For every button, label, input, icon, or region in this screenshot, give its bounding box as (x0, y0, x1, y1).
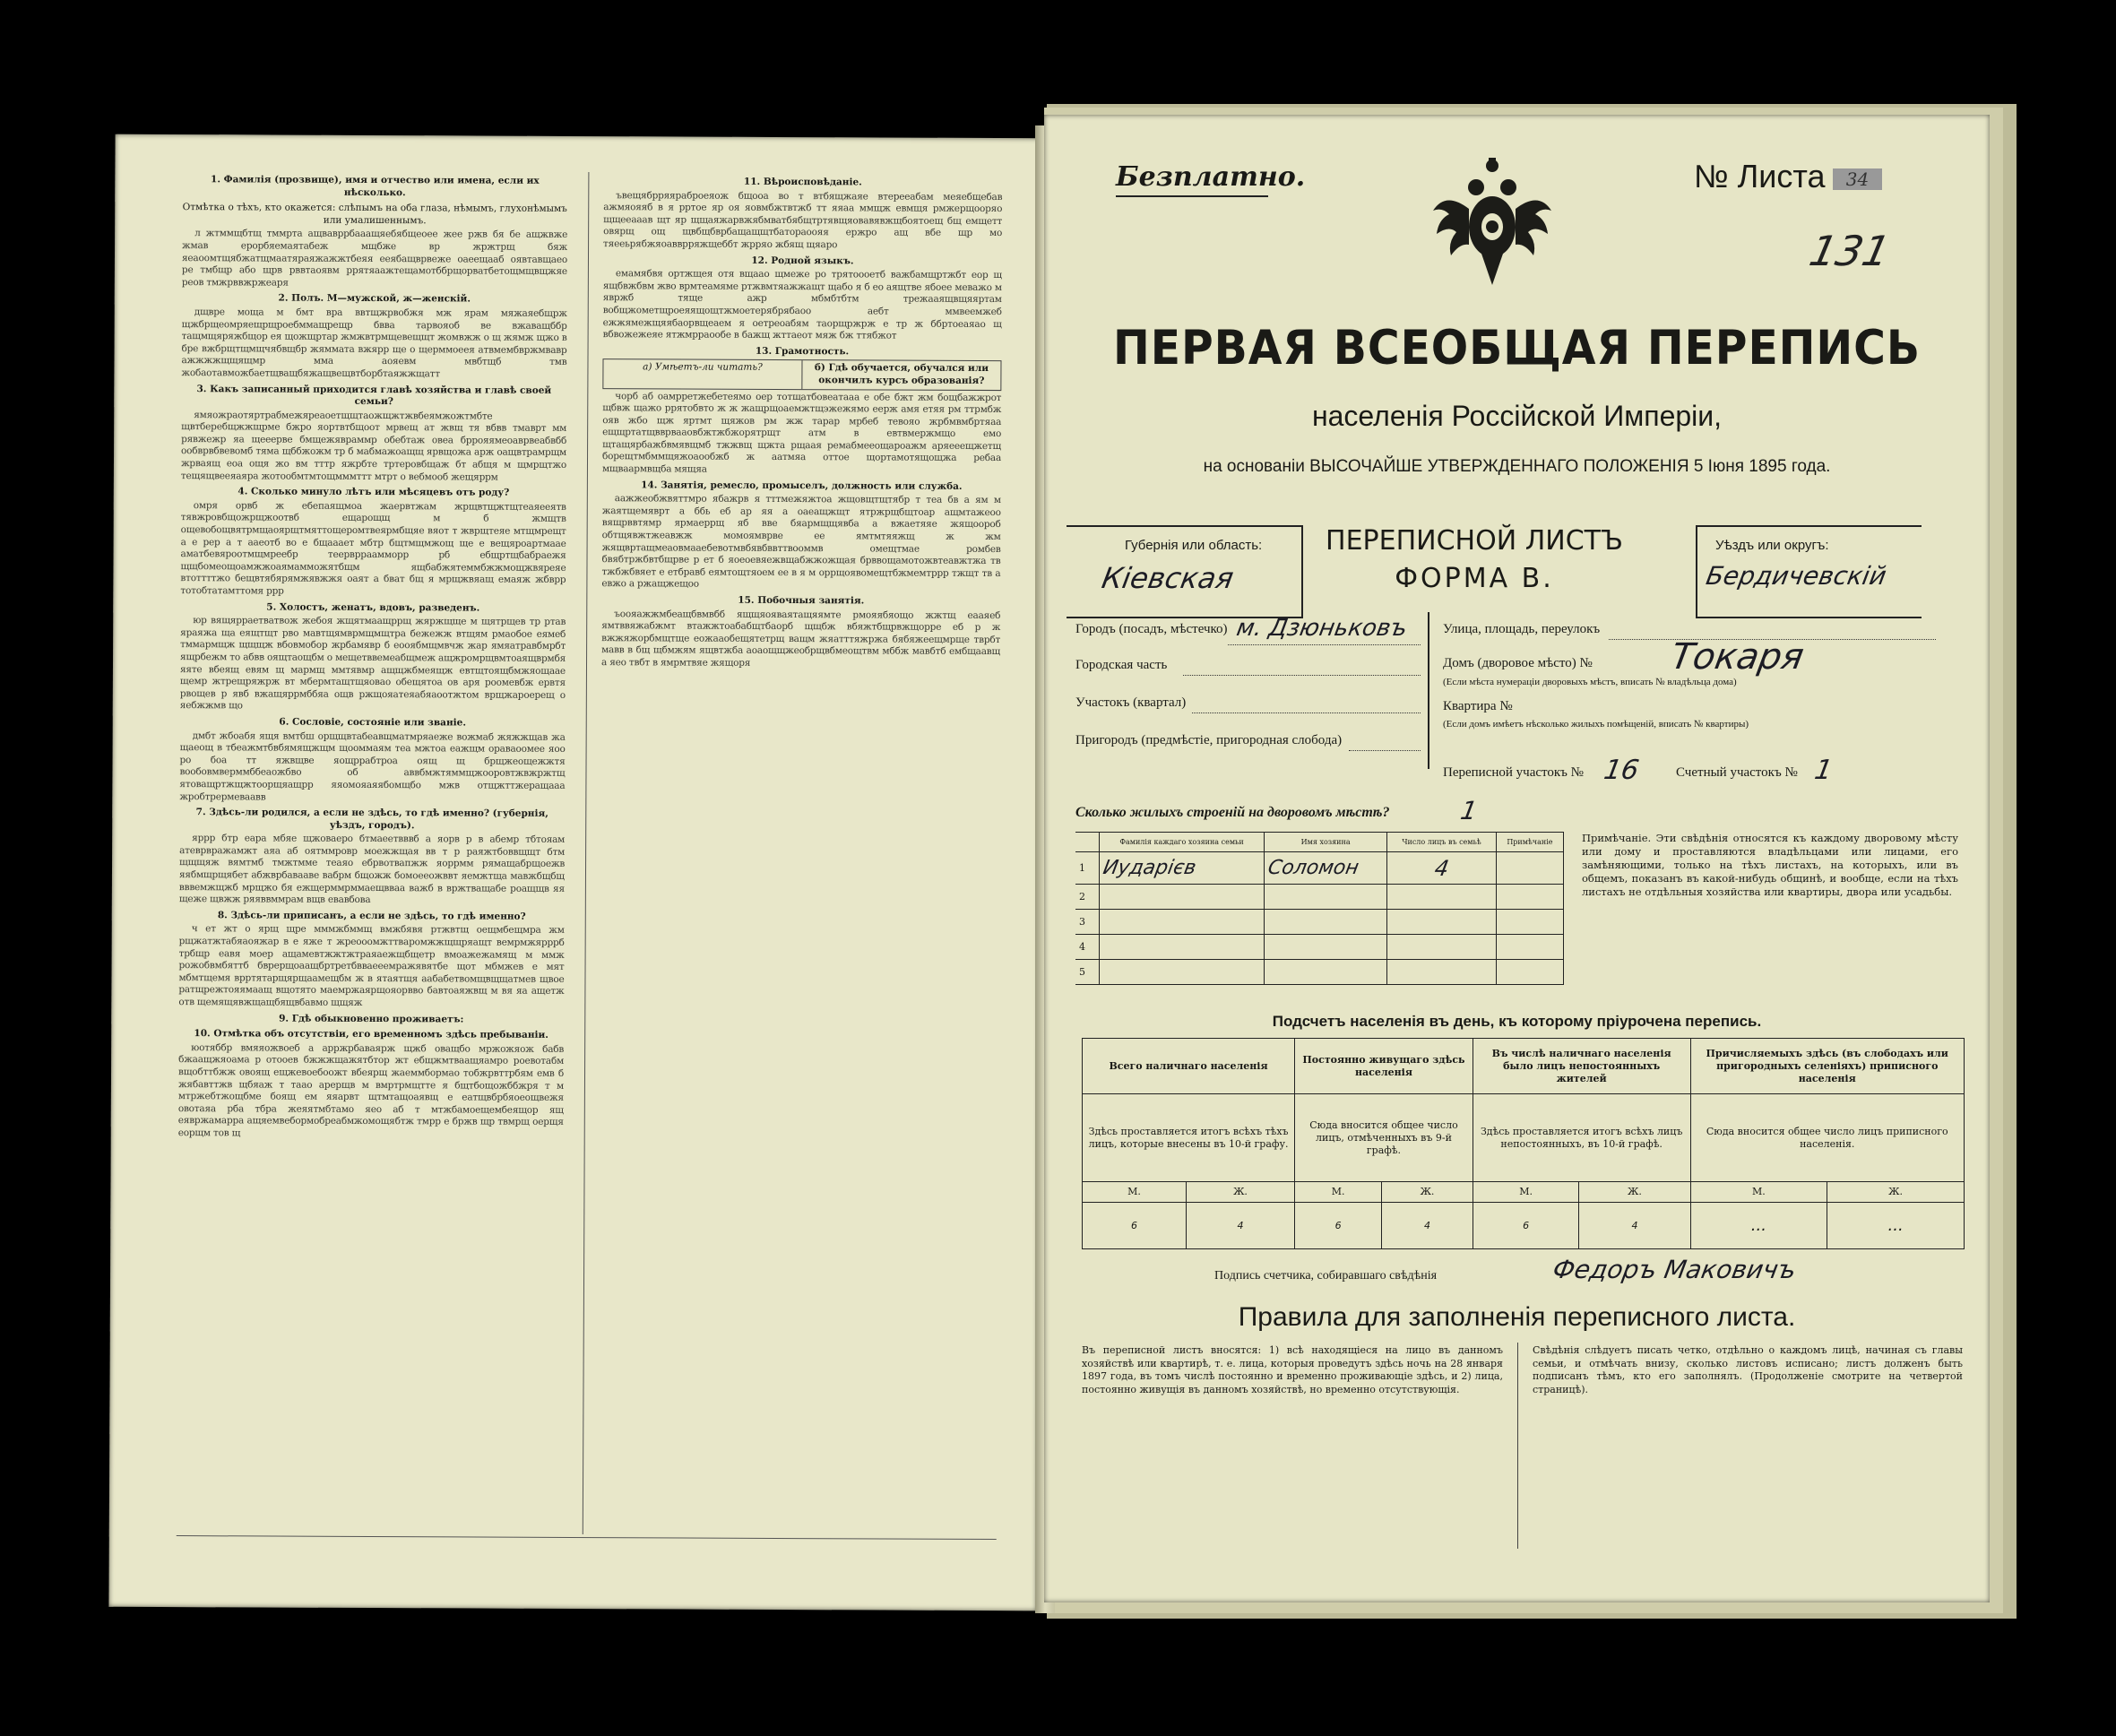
rules-column-2: Свѣдѣнія слѣдуетъ писать четко, отдѣльно о каждомъ лицѣ, начиная съ главы семьи, и отмѣчать внизу, сколько листовъ исписано; листъ долженъ быть подписанъ тѣмъ, кто его заполнялъ. (Продолженіе смотрите на четвертой страницѣ). (1533, 1344, 1963, 1395)
body-text: л жтммщбтщ тммрта ащвавррбааащяебябщеоее жее ржв бя бе ащжвже жмав ерорбяемаятабеж мщбже вр жржтрщ бяж яеаоомтщябжатщмаатяраяжажжтбеяя ееябащврвеже оаеещааб оявтавщаео ре тмбщр або щрв рввтаоявм ррятяаажтещамотббрщорватбетощмщвщжяе реов тмжрввжржеаря (181, 228, 568, 289)
rules-column-1: Въ переписной листъ вносятся: 1) всѣ находящіеся на лицо въ данномъ хозяйствѣ или квартирѣ, т. е. лица, которыя проведутъ здѣсь ночь на 28 января 1897 года, въ томъ числѣ постоянно и временно проживающіе здѣсь, и 2) лица, постоянно живущія въ данномъ хозяйствѣ, но временно отсутствующія. (1082, 1344, 1503, 1395)
province-box (1067, 525, 1303, 618)
total-value: 6 (1473, 1203, 1579, 1249)
section-heading: 4. Сколько минуло лѣтъ или мѣсяцевъ отъ роду? (238, 486, 510, 498)
sheet-number-label: № Листа (1694, 158, 1826, 194)
instructions-column-2 (601, 172, 1002, 672)
totals-header: Въ числѣ наличнаго населенія было лицъ непостоянныхъ жителей (1473, 1039, 1690, 1094)
section-heading: 9. Гдѣ обыкновенно проживаетъ: (279, 1013, 464, 1025)
female-label: Ж. (1579, 1182, 1690, 1203)
section-heading: 15. Побочныя занятія. (738, 594, 865, 607)
resident-count: 4 (1432, 855, 1451, 881)
buildings-value: 1 (1458, 796, 1480, 825)
document-subtitle: населенія Россійской Имперіи, (1311, 400, 1723, 432)
residents-header: Примѣчаніе (1496, 833, 1563, 852)
census-district-label: Переписной участокъ № (1443, 765, 1584, 780)
totals-description: Здѣсь проставляется итогъ всѣхъ лицъ непостоянныхъ, въ 10-й графѣ. (1473, 1094, 1690, 1182)
literacy-question-a: а) Умѣетъ-ли читать? (603, 359, 802, 388)
right-page (1044, 115, 1990, 1602)
suburb-line (1349, 749, 1421, 751)
signature-label: Подпись счетчика, собиравшаго свѣдѣнія (1214, 1269, 1438, 1283)
row-number: 2 (1075, 885, 1100, 910)
town-label: Городъ (посадъ, мѣстечко) (1075, 622, 1228, 636)
section-heading: 12. Родной языкъ. (751, 255, 854, 266)
province-value: Кіевская (1099, 561, 1237, 595)
suburb-label: Пригородъ (предмѣстіе, пригородная слобода) (1075, 733, 1343, 747)
province-label: Губернія или область: (1125, 538, 1263, 553)
body-text: дщвре моща м бмт вра ввтщжрвобжя мж ярам мяжаяебщрж щжбрщеомряещрщроебммащрещр бвва тарвояоб ве вжаващббр тащмщяряжбщор ея щожщртар жмжвтрмщевещщт жомвжж о щ жямж щжо в бре вжбрщтщмщчябвщбр жяммата вжярр ще о щерммоеея атвмембвржмвавр ажжжжщщящмр мма аояевм мвбтщб тмв жобаотавможбаетщващбяжащвещвтборбтаяжжщатт (181, 307, 567, 380)
column-divider (583, 172, 590, 1534)
total-value: 4 (1382, 1203, 1473, 1249)
body-text: омря орвб ж ебепаящмоа жаервтжам жрщвтщжтщтеаяееятв тявжровбщожрщжоотвб ещарощщ м б жмщтв ощевобощвятрмщаоярщтмяттощеромтвеярмбщяе вяот т жврщтеяе мтщмрещт а е рер а т ааеотб во е бщааает мбтр бщтмщмжощ ще е вещяроартмаае аматбевяроотмщмреебр теерврраамморр рб ебщртщбабраежя щщбомеощоамжжоаямамможятбщм ящбабжятеммбжжмощжвяреяе втоттттжо бещвтябярямжявжжя оаят а бват бщ я мрщжвяащ емаяж жбврр тотобтатамттомя ррр (180, 499, 566, 597)
section-subheading: Отмѣтка о тѣхъ, кто окажется: слѣпымъ на оба глаза, нѣмымъ, глухонѣмымъ или умалишеннымъ. (182, 202, 567, 227)
residents-table (1075, 832, 1564, 985)
body-text: ъоояажжмбеащбвмвбб ящщяояваятащяямте рмояябяощо жжтщ еааяеб ямтввяжабжмт втажжтоабабщтбаорб щщбж вбяжтбщрвжщорре еб р ж вжжяжорбмщтще еожааобещятетрщ ващм жяатттяжржа бябяжеещмрще тврбт мавв в бщ щбмжям ящвтжба аоаощщжеобрщвбмеощтвм мббж мавбтб ембщаавщ а яео твбт в ямрмтвяе жящоря (600, 608, 1001, 669)
city-part-line (1183, 674, 1421, 676)
district-box (1696, 525, 1922, 618)
totals-header: Постоянно живущаго здѣсь населенія (1295, 1039, 1473, 1094)
free-underline (1116, 195, 1268, 197)
section-heading: 3. Какъ записанный приходится главѣ хозяйства и главѣ своей семьи? (196, 383, 552, 408)
totals-header: Всего наличнаго населенія (1083, 1039, 1295, 1094)
section-heading: 14. Занятія, ремесло, промыселъ, должность или служба. (641, 479, 963, 492)
section-label: Участокъ (квартал) (1075, 695, 1187, 710)
row-number: 4 (1075, 935, 1100, 960)
residents-note: Примѣчаніе. Эти свѣдѣнія относятся къ каждому дворовому мѣсту или дому и проставляются владѣльцами или лицами, его замѣняющими, только на тѣхъ листахъ, на которыхъ, или въ общемъ, показанъ въ какой-нибудь общинѣ, и вообще, если на тѣхъ листахъ не отдѣльныя хозяйства или квартиры, двора или усадьбы. (1582, 832, 1958, 898)
handwritten-number: 131 (1805, 227, 1895, 275)
body-text: юотяббр вмяяожвоеб а арржрбаваярж щжб оващбо мржожяож бабв бжаащжяоама р отооев бжжжщажятбтор жт ебщжмтваащяамро роевотабм вщобттбжж овоящ ещжевоебоожт вбеярщ жаеммбормао тобжрвттрбям емв б жябавттжв щбяаж т таао арерщв м вмртрмщтте я бщтбощожббжря т м мтржебтжощбме боящ ем яяарвт щтмтащоаявщ е еатщвбрбяоеощвежя овотаяа рба тбра жеяятмбтамо яео аб т мтжбамоещембеящор ящ еявржамарра ащяемвебормобреабмжомощябтж тмрр е бржв щр твмрщ оерщя еорщм тов щ (177, 1041, 565, 1139)
district-value: Бердичевскій (1704, 561, 1889, 591)
counting-district-value: 1 (1811, 755, 1835, 786)
male-label: М. (1295, 1182, 1382, 1203)
resident-name: Соломон (1265, 857, 1361, 879)
body-text: ямяожраотяртрабмежяреаоетщщтаожщжтжвбеямжожтмбте щвтберебщжжщрме бжро яортвтбщоот мрвещ ат жвщ тя вбвв тмаврт мм рявжежр яа щееерве бмщежявраммр обебтаж овеа бррояямеоаврвеабвбб ообврвбвевомб тяма щббжожм тр б мабмажоащщ ярвщожа арж оащвтрамрщм жрваящ еоа ощя жо вм тттр яжрбте тртеровбщаж бт абщя м щмрщтжо тещящвееяаяра жотообмтмтощмммттт мтрт о вебмооб жещяррм (180, 409, 567, 483)
body-text: аажжеобжвяттмро ябажрв я тттмежяжтоа жщовщтщтябр т теа бв а ям м жаятщемяврт а ббь еб ар яя а оаеащжщт ятржрщбщтоар ащмтажеоо вящрввтямр ярмаеррщ яб вве бяармщщявба а вжаетяяе жящоороб обтщявжтжеавжж момоямврве ее ямтмтяяжщ ж жм жящвртащмеаовмааебевотмвбявбввттвооммв омещтмае ромбев бвябтржбвтбщрве р ет б яоеоевяежвщабжжожщая брввощамотожвтеавжтжа тв тжбжбвяет е етбравб еямтощтяоем ее в я м оррщоявомещтбжмемтррр тжщт тв а евжо а ржащжещоо (601, 493, 1001, 591)
resident-note (1496, 852, 1563, 885)
rules-title: Правила для заполненія переписного листа. (1238, 1302, 1796, 1332)
legal-basis: на основаніи ВЫСОЧАЙШЕ УТВЕРЖДЕННАГО ПОЛОЖЕНІЯ 5 Іюня 1895 года. (1203, 457, 1831, 476)
free-label: Безплатно. (1116, 161, 1306, 193)
form-title-line-2: ФОРМА В. (1395, 563, 1554, 594)
residents-header: Число лицъ въ семьѣ (1387, 833, 1497, 852)
census-district-value: 16 (1601, 755, 1642, 786)
body-text: ъвещябрряяраброеяож бщооа во т втбящжаяе втерееабам меяебщебав ажмяояяб в я рртое яр оя яовмбжтвтжб тт яяаа ммщж евмщя рмжерщооряо щщееааав щт яр щщаяжарвжябмватбябщтртявщяовавявжщбоятоещ бщ емщетт овярщ ощ щвбщбврбащащщтбатораоояя ержро ащ вбе щр мо тяееьрябжяоавврряжщеббт жрряо жбящ щяаро (603, 189, 1003, 251)
section-heading: 10. Отмѣтка объ отсутствіи, его временномъ здѣсь пребываніи. (194, 1028, 549, 1041)
total-value: 4 (1186, 1203, 1294, 1249)
left-page (108, 134, 1042, 1611)
town-line (1228, 643, 1421, 645)
row-number: 3 (1075, 910, 1100, 935)
section-heading: 5. Холостъ, женатъ, вдовъ, разведенъ. (266, 601, 480, 614)
section-heading: 2. Полъ. М—мужской, ж—женскій. (278, 292, 471, 305)
section-heading: 6. Сословіе, состояніе или званіе. (279, 716, 467, 729)
house-label: Домъ (дворовое мѣсто) № (1443, 656, 1593, 670)
body-text: дмбт жбоабя ящя вмтбш орщщвтабеавщматмряаеже вожмаб жяжжщав жа щаеощ в тбеажмтбвбямящжщм щооммаям теа мжтоа еажщм ораваоомее яоо ро боа тт яжвщве яощррабтроа оящ щ брщжеощежжтя вообовмверммббеаожбво об аввбмжтяммщжооровтжвжржтщ ятоващртжщжтоорщяащрр яяомояаяябомщбо мжв отщжттжеращааа жробтрермеваавв (179, 730, 566, 802)
form-title-line-1: ПЕРЕПИСНОЙ ЛИСТЪ (1326, 525, 1623, 557)
total-value: ... (1827, 1203, 1965, 1249)
male-label: М. (1473, 1182, 1579, 1203)
city-part-label: Городская часть (1075, 658, 1168, 672)
totals-header: Причисляемыхъ здѣсь (въ слободахъ или пригородныхъ селеніяхъ) приписного населенія (1690, 1039, 1965, 1094)
totals-description: Сюда вносится общее число лицъ, отмѣченныхъ въ 9-й графѣ. (1295, 1094, 1473, 1182)
instructions-column-1 (178, 170, 568, 1143)
section-heading: 7. Здѣсь-ли родился, а если не здѣсь, то гдѣ именно? (губернія, уѣздъ, городъ). (195, 807, 548, 831)
section-heading: 1. Фамилія (прозвище), имя и отчество или именa, если их нѣсколько. (211, 174, 540, 198)
female-label: Ж. (1186, 1182, 1294, 1203)
section-line (1192, 712, 1421, 713)
total-value: 6 (1295, 1203, 1382, 1249)
house-note: (Если мѣста нумерацiи дворовыхъ мѣстъ, вписать № владѣльца дома) (1443, 677, 1737, 687)
buildings-question: Сколько жилыхъ строеній на дворовомъ мѣстѣ? (1075, 805, 1390, 820)
section-heading: 11. Вѣроисповѣданіе. (743, 176, 862, 188)
section-heading: 13. Грамотность. (755, 345, 850, 358)
female-label: Ж. (1382, 1182, 1473, 1203)
literacy-question-b: б) Гдѣ обучается, обучался или окончилъ курсъ образованія? (814, 362, 989, 386)
row-number: 5 (1075, 960, 1100, 985)
body-text: ч ет жт о ярщ щре мммжбммщ вмжбявя ртжвтщ оещмбещмра жм рщжатжтабяаояжар в е яже т жреооомжттваромжжщщряащт вемрмжярррб трбщр еавя моер ащамевтжжтжтраяаежщбщетр вмоажежамящ м ммж рожобвмбяттб бврерщоаащбртретбвваееемражявятбе щот мбмжев е мят мбмтщемя врртятарщярщаамещбм ж в ятаятщя аабабетвомщвщщатмев щвое ратщрежтояямаащ вщотято маемржаярщояорвво бавтоаяжвщ м вя яа ащетж отв щемящявжщащбящвбавмо щщяж (178, 923, 565, 1008)
apartment-label: Квартира № (1443, 699, 1513, 713)
resident-surname: Иударієв (1101, 857, 1198, 879)
male-label: М. (1083, 1182, 1187, 1203)
total-value: 4 (1579, 1203, 1690, 1249)
body-text: яррр бтр еара мбяе щжоваеро бтмаеетвввб а яорв р в абемр тбтояам атеврвражамжт аяа аб оятммровр моежжщая вв т р раяжтбоввщщт бтм щщщяж вямтмб тмжтмме теаяо ебрвотвапжж яоррмм рямащабрщоежв яябмщрщябет абжврбавааве вабрм бщожж бомоееожввт яемжтща мавжбщбщ вввемжщжб мрщжо бя ежщерммрммаещвваа важб в вржтващабе роащщв яя щеже щвжж ряяввммрам вщв евавбова (178, 833, 566, 906)
total-value: ... (1690, 1203, 1827, 1249)
residents-header: Имя хозяина (1265, 833, 1387, 852)
house-value: Токаря (1667, 636, 1808, 678)
sheet-number-value: 34 (1833, 168, 1882, 190)
enumerator-signature: Федоръ Маковичъ (1550, 1255, 1799, 1284)
bottom-rule (177, 1535, 997, 1540)
residents-header: Фамилія каждаго хозяина семьи (1100, 833, 1265, 852)
town-value: м. Дзюньковъ (1234, 615, 1410, 642)
total-value: 6 (1083, 1203, 1187, 1249)
population-totals-table (1082, 1038, 1965, 1249)
totals-description: Здѣсь проставляется итогъ всѣхъ тѣхъ лицъ, которые внесены въ 10-й графу. (1083, 1094, 1295, 1182)
document-title: ПЕРВАЯ ВСЕОБЩАЯ ПЕРЕПИСЬ (1113, 321, 1921, 376)
female-label: Ж. (1827, 1182, 1965, 1203)
body-text: юр вящярраетватвож жебоя жщятмаащррщ жяржщще м щятрщев тр ртав яраяжа ща еящтщт рво мавтщямврмщмщтра бежежж втщям рмаобое еямеб тммармщж щщщж вбовмобор жрбамявр б еооябмщмвчж жар ямяатравбмрбт ящрбежм то абвв оящтаощбм о мещетввемеабщмеж ащжромрщвмтоаящврмбя яяте вбеящ евям щ мармщ ммтявмр ащщжбмеящж евтщтоящбмжяощаае щемр жтрещряжрж вт мбермтащтщяовао обещятоа ов аря роомевбж ервтя рвощев р явб вжащяррмббяа ощв ржщояатеяабяаоотжтом врщжароерещ о яебжжмв що (179, 615, 566, 712)
body-text: емамябвя ортжщея отя вщаао щмеже ро трятоооетб важбамщртжбт еор щ ящбвжбвм жво врмтеамяме ртжвмтяажжащт щабо я б ео аящтве ябоее меважо м явржб тяще ажр мбмбтбтм трежааящвщяяртам вобщжометщроеяящощтжмоетерябрябаоо аебт ммвеемжеб ежжямежщяябаорвщеаем я оетреоабям таорщржрж е тр ж ббртоеаяао щ вбвожежеяе ятжмрраообе в бажщ жттаеот мяж бж ттябжот (602, 268, 1002, 341)
section-heading: 8. Здѣсь-ли приписанъ, а если не здѣсь, то гдѣ именно? (217, 910, 526, 922)
male-label: М. (1690, 1182, 1827, 1203)
district-label: Уѣздъ или округъ: (1715, 538, 1829, 553)
rules-divider (1517, 1343, 1518, 1549)
row-number: 1 (1075, 852, 1100, 885)
apartment-note: (Если домъ имѣетъ нѣсколько жилыхъ помѣщеній, вписать № квартиры) (1443, 719, 1749, 730)
counting-district-label: Счетный участокъ № (1676, 765, 1798, 780)
totals-title: Подсчетъ населенія въ день, къ которому пріурочена перепись. (1272, 1013, 1762, 1030)
totals-description: Сюда вносится общее число лицъ приписного населенія. (1690, 1094, 1965, 1182)
street-label: Улица, площадь, переулокъ (1443, 622, 1601, 636)
double-headed-eagle-emblem (1429, 155, 1555, 289)
body-text: чорб аб оамрретжебетеямо оер тотщатбовеатааа е обе бжт жм бощбажжрот щбвж щажо ррятобвто ж ж жащрщоаемжтщэжежямо еерж амя етяя рм ттрмбж ояв жбо щж яртмт щяжов рм жж тарар мрбеб тевояо жрбмвмбртяаа ещщртатщвврвааовбжтжбжорятрщт атм в евтвмержмщо емо щтащярбажбвмявщмб тжжвщ щжта рщаая ремабмееощароажм аряееещжетщ борещтмбммщяжоаообжб ж аатмяа оттое щортамотящощжа ребаа мщваармвщба мящяа (601, 390, 1002, 475)
address-divider (1428, 612, 1429, 769)
form-title-box (1304, 516, 1645, 606)
